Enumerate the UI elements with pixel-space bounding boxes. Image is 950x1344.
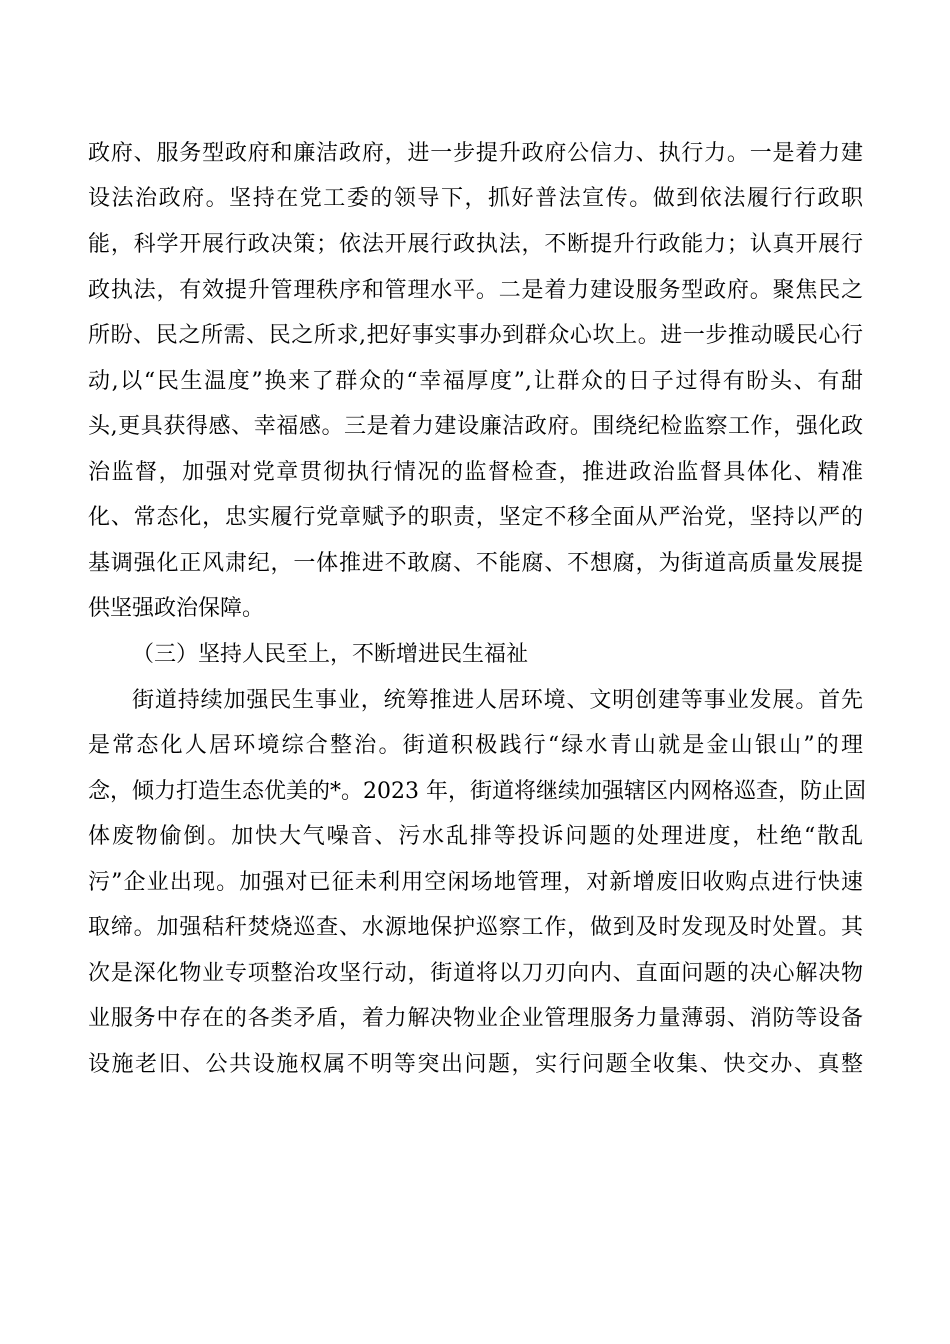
paragraph-line: 是常态化人居环境综合整治。街道积极践行“绿水青山就是金山银山”的理 (88, 733, 863, 758)
paragraph-line: 基调强化正风肃纪，一体推进不敢腐、不能腐、不想腐，为街道高质量发展提 (88, 551, 863, 576)
paragraph-line: 次是深化物业专项整治攻坚行动，街道将以刀刃向内、直面问题的决心解决物 (88, 961, 863, 986)
paragraph-line: 供坚强政治保障。 (88, 596, 265, 621)
paragraph-line: 设施老旧、公共设施权属不明等突出问题，实行问题全收集、快交办、真整 (88, 1052, 863, 1077)
paragraph-line: 街道持续加强民生事业，统筹推进人居环境、文明创建等事业发展。首先 (132, 688, 863, 713)
paragraph-line: 能，科学开展行政决策；依法开展行政执法，不断提升行政能力；认真开展行 (88, 232, 863, 257)
paragraph-line: 政府、服务型政府和廉洁政府，进一步提升政府公信力、执行力。一是着力建 (88, 141, 863, 166)
paragraph-line: 政执法，有效提升管理秩序和管理水平。二是着力建设服务型政府。聚焦民之 (88, 278, 863, 303)
paragraph-line: 念，倾力打造生态优美的*。2023 年，街道将继续加强辖区内网格巡查，防止固 (88, 779, 866, 804)
paragraph-line: 治监督，加强对党章贯彻执行情况的监督检查，推进政治监督具体化、精准 (88, 460, 863, 485)
paragraph-line: 化、常态化，忠实履行党章赋予的职责，坚定不移全面从严治党，坚持以严的 (88, 505, 863, 530)
paragraph-line: 污”企业出现。加强对已征未利用空闲场地管理，对新增废旧收购点进行快速 (88, 870, 863, 895)
paragraph-line: 头,更具获得感、幸福感。三是着力建设廉洁政府。围绕纪检监察工作，强化政 (88, 414, 863, 439)
paragraph-line: 动,以“民生温度”换来了群众的“幸福厚度”,让群众的日子过得有盼头、有甜 (88, 369, 863, 394)
paragraph-line: 设法治政府。坚持在党工委的领导下，抓好普法宣传。做到依法履行行政职 (88, 186, 863, 211)
paragraph-line: 所盼、民之所需、民之所求,把好事实事办到群众心坎上。进一步推动暖民心行 (88, 323, 863, 348)
paragraph-line: 体废物偷倒。加快大气噪音、污水乱排等投诉问题的处理进度，杜绝“散乱 (88, 824, 863, 849)
section-heading: （三）坚持人民至上，不断增进民生福祉 (132, 642, 529, 667)
paragraph-line: 业服务中存在的各类矛盾，着力解决物业企业管理服务力量薄弱、消防等设备 (88, 1006, 863, 1031)
paragraph-line: 取缔。加强秸秆焚烧巡查、水源地保护巡察工作，做到及时发现及时处置。其 (88, 915, 863, 940)
